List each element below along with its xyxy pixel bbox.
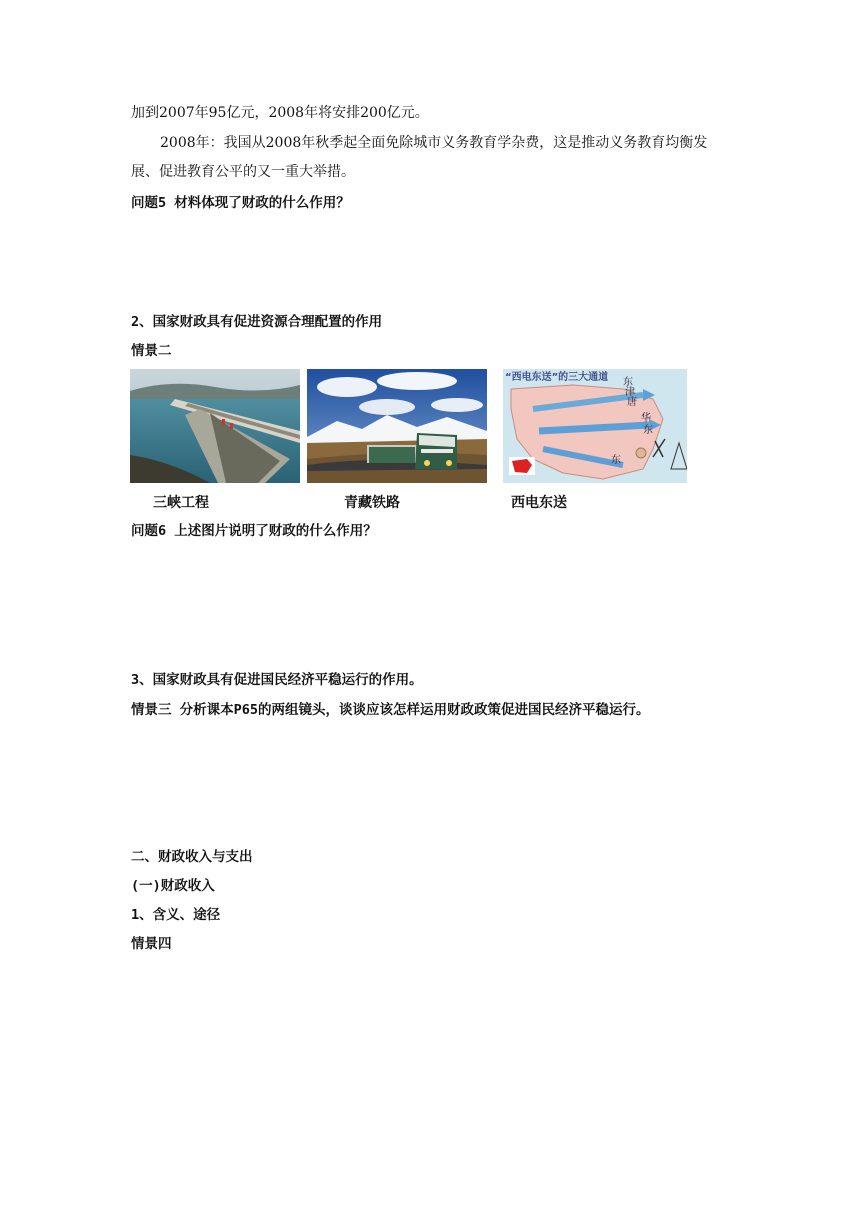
scenario-label: 情景三 分析课本P65的两组镜头，谈谈应该怎样运用财政政策促进国民经济平稳运行。 [131, 702, 650, 718]
caption-qinghai-tibet: 青藏铁路 [344, 495, 400, 511]
question-6: 问题6 上述图片说明了财政的什么作用？ [131, 523, 377, 539]
scenario-label: 情景四 [131, 936, 172, 952]
item-heading: 1、含义、途径 [131, 907, 221, 923]
west-east-power-map [503, 369, 687, 483]
map-label: 东 [623, 377, 633, 388]
qinghai-tibet-railway-photo [307, 369, 487, 483]
caption-west-east: 西电东送 [511, 495, 567, 511]
section-heading: 3、国家财政具有促进国民经济平稳运行的作用。 [131, 672, 423, 688]
caption-three-gorges: 三峡工程 [153, 495, 209, 511]
section-heading: 二、财政收入与支出 [131, 849, 253, 865]
map-title: “西电东送”的三大通道 [505, 372, 609, 383]
section-heading: 2、国家财政具有促进资源合理配置的作用 [131, 314, 383, 330]
question-5: 问题5 材料体现了财政的什么作用？ [131, 195, 350, 211]
map-label: 东 [643, 425, 653, 436]
text-line: 2008年：我国从2008年秋季起全面免除城市义务教育学杂费，这是推动义务教育均衡发 [160, 135, 708, 151]
text-line: 加到2007年95亿元，2008年将安排200亿元。 [131, 105, 429, 121]
text-line: 展、促进教育公平的又一重大举措。 [131, 164, 355, 180]
map-label: 津 [625, 387, 635, 398]
subsection-heading: (一)财政收入 [131, 878, 215, 894]
three-gorges-photo [130, 369, 300, 483]
map-label: 华 [641, 413, 651, 424]
scenario-label: 情景二 [131, 343, 172, 359]
map-label: 唐 [627, 397, 637, 408]
map-label: 东 [611, 455, 621, 466]
